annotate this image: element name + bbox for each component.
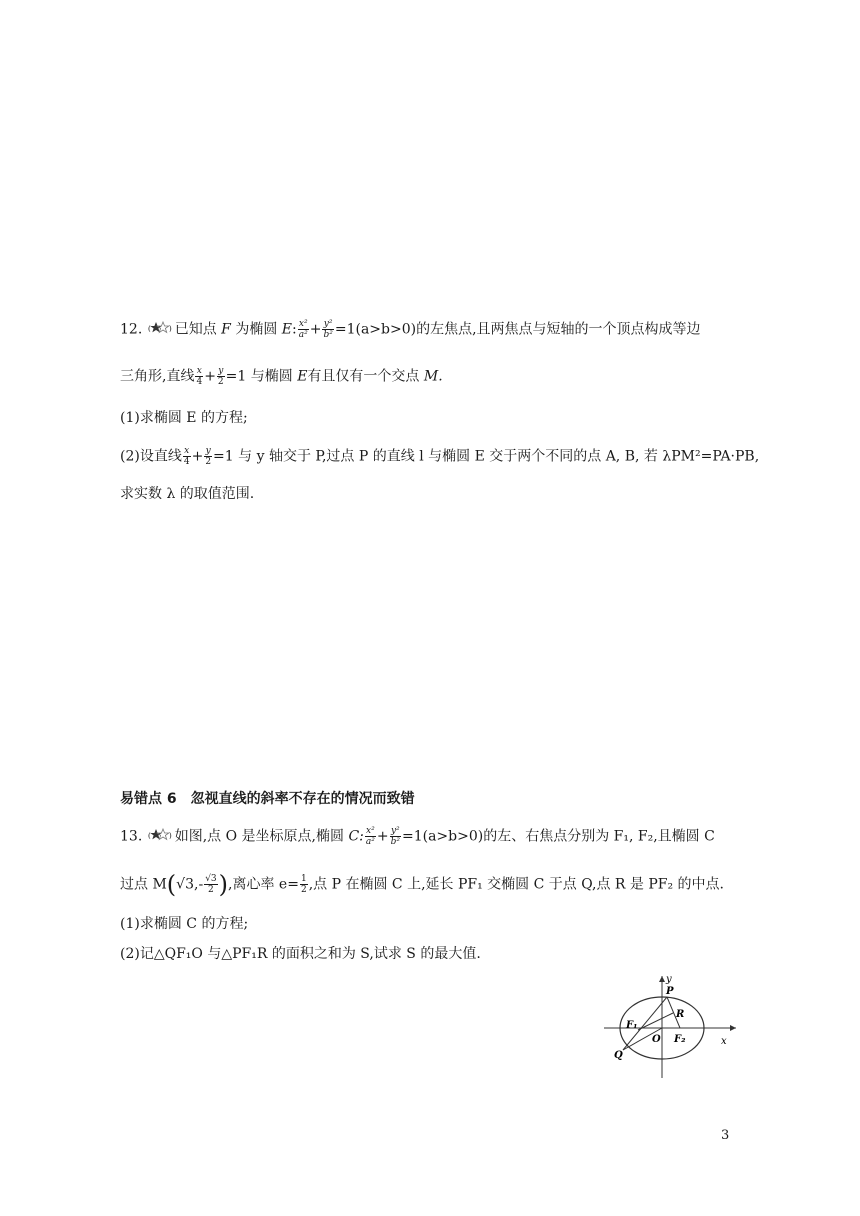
label-r: R — [676, 1009, 685, 1020]
q13-line-1: 13. ( ) 如图,点 O 是坐标原点,椭圆 C: $\frac{\text{x²}}{\text{a²}}$ + $\frac{\text{y²}}{\text{b²}}$ =1(a>b>0)的左、右焦点分别为 F₁, F₂,且椭圆 C — [120, 826, 715, 847]
fraction-x-4: $\frac{x}{4}$ — [196, 366, 203, 387]
svg-text:): ) — [168, 831, 172, 840]
label-p: P — [666, 986, 674, 997]
q12-line-2: 三角形,直线 $\frac{x}{4}$ + $\frac{y}{2}$ =1 与椭圆 E有且仅有一个交点 M. — [120, 366, 443, 387]
fraction-y-2: $\frac{y}{2}$ — [217, 366, 224, 387]
label-x: x — [721, 1036, 727, 1047]
q13-part-1: (1)求椭圆 C 的方程; — [120, 916, 249, 932]
label-o: O — [652, 1034, 661, 1045]
q12-part-2: (2)设直线 $\frac{x}{4}$ + $\frac{y}{2}$ =1 与 y 轴交于 P,过点 P 的直线 l 与椭圆 E 交于两个不同的点 A, B, 若 λPM²=PA·PB, — [120, 446, 760, 467]
q13-line-2: 过点 M(√3,- $\frac{√3}{2}$ ),离心率 e= $\frac{1}{2}$ ,点 P 在椭圆 C 上,延长 PF₁ 交椭圆 C 于点 Q,点 R 是 PF₂ 的中点. — [120, 870, 724, 899]
fraction-x2-a2: $\frac{\text{x²}}{\text{a²}}$ — [298, 319, 308, 340]
segment-f1r — [638, 1013, 673, 1030]
difficulty-star-icon — [148, 320, 174, 340]
q12-number: 12. — [120, 321, 143, 338]
q13-part-2: (2)记△QF₁O 与△PF₁R 的面积之和为 S,试求 S 的最大值. — [120, 946, 481, 962]
svg-text:(: ( — [147, 324, 151, 333]
q13-number: 13. — [120, 828, 143, 845]
label-y: y — [666, 974, 672, 985]
svg-text:(: ( — [147, 831, 151, 840]
label-f1: F₁ — [626, 1020, 638, 1031]
label-q: Q — [614, 1050, 623, 1061]
fraction-sqrt3-2: $\frac{√3}{2}$ — [205, 874, 217, 895]
difficulty-star-icon — [148, 827, 174, 847]
section-heading: 易错点 6 忽视直线的斜率不存在的情况而致错 — [120, 791, 415, 807]
ellipse-figure — [596, 970, 746, 1090]
page-number: 3 — [721, 1128, 730, 1143]
label-f2: F₂ — [674, 1034, 686, 1045]
fraction-y2-b2: $\frac{\text{y²}}{\text{b²}}$ — [323, 319, 333, 340]
fraction-1-2: $\frac{1}{2}$ — [300, 874, 307, 895]
q12-line-1: 12. ( ) 已知点 F 为椭圆 E: $\frac{\text{x²}}{\text{a²}}$ + $\frac{\text{y²}}{\text{b²}}$ =1(a>b>0)的左焦点,且两焦点与短轴的一个顶点构成等边 — [120, 319, 701, 340]
q12-part-1: (1)求椭圆 E 的方程; — [120, 410, 248, 426]
svg-text:): ) — [168, 324, 172, 333]
q12-part-2-cont: 求实数 λ 的取值范围. — [120, 486, 255, 502]
